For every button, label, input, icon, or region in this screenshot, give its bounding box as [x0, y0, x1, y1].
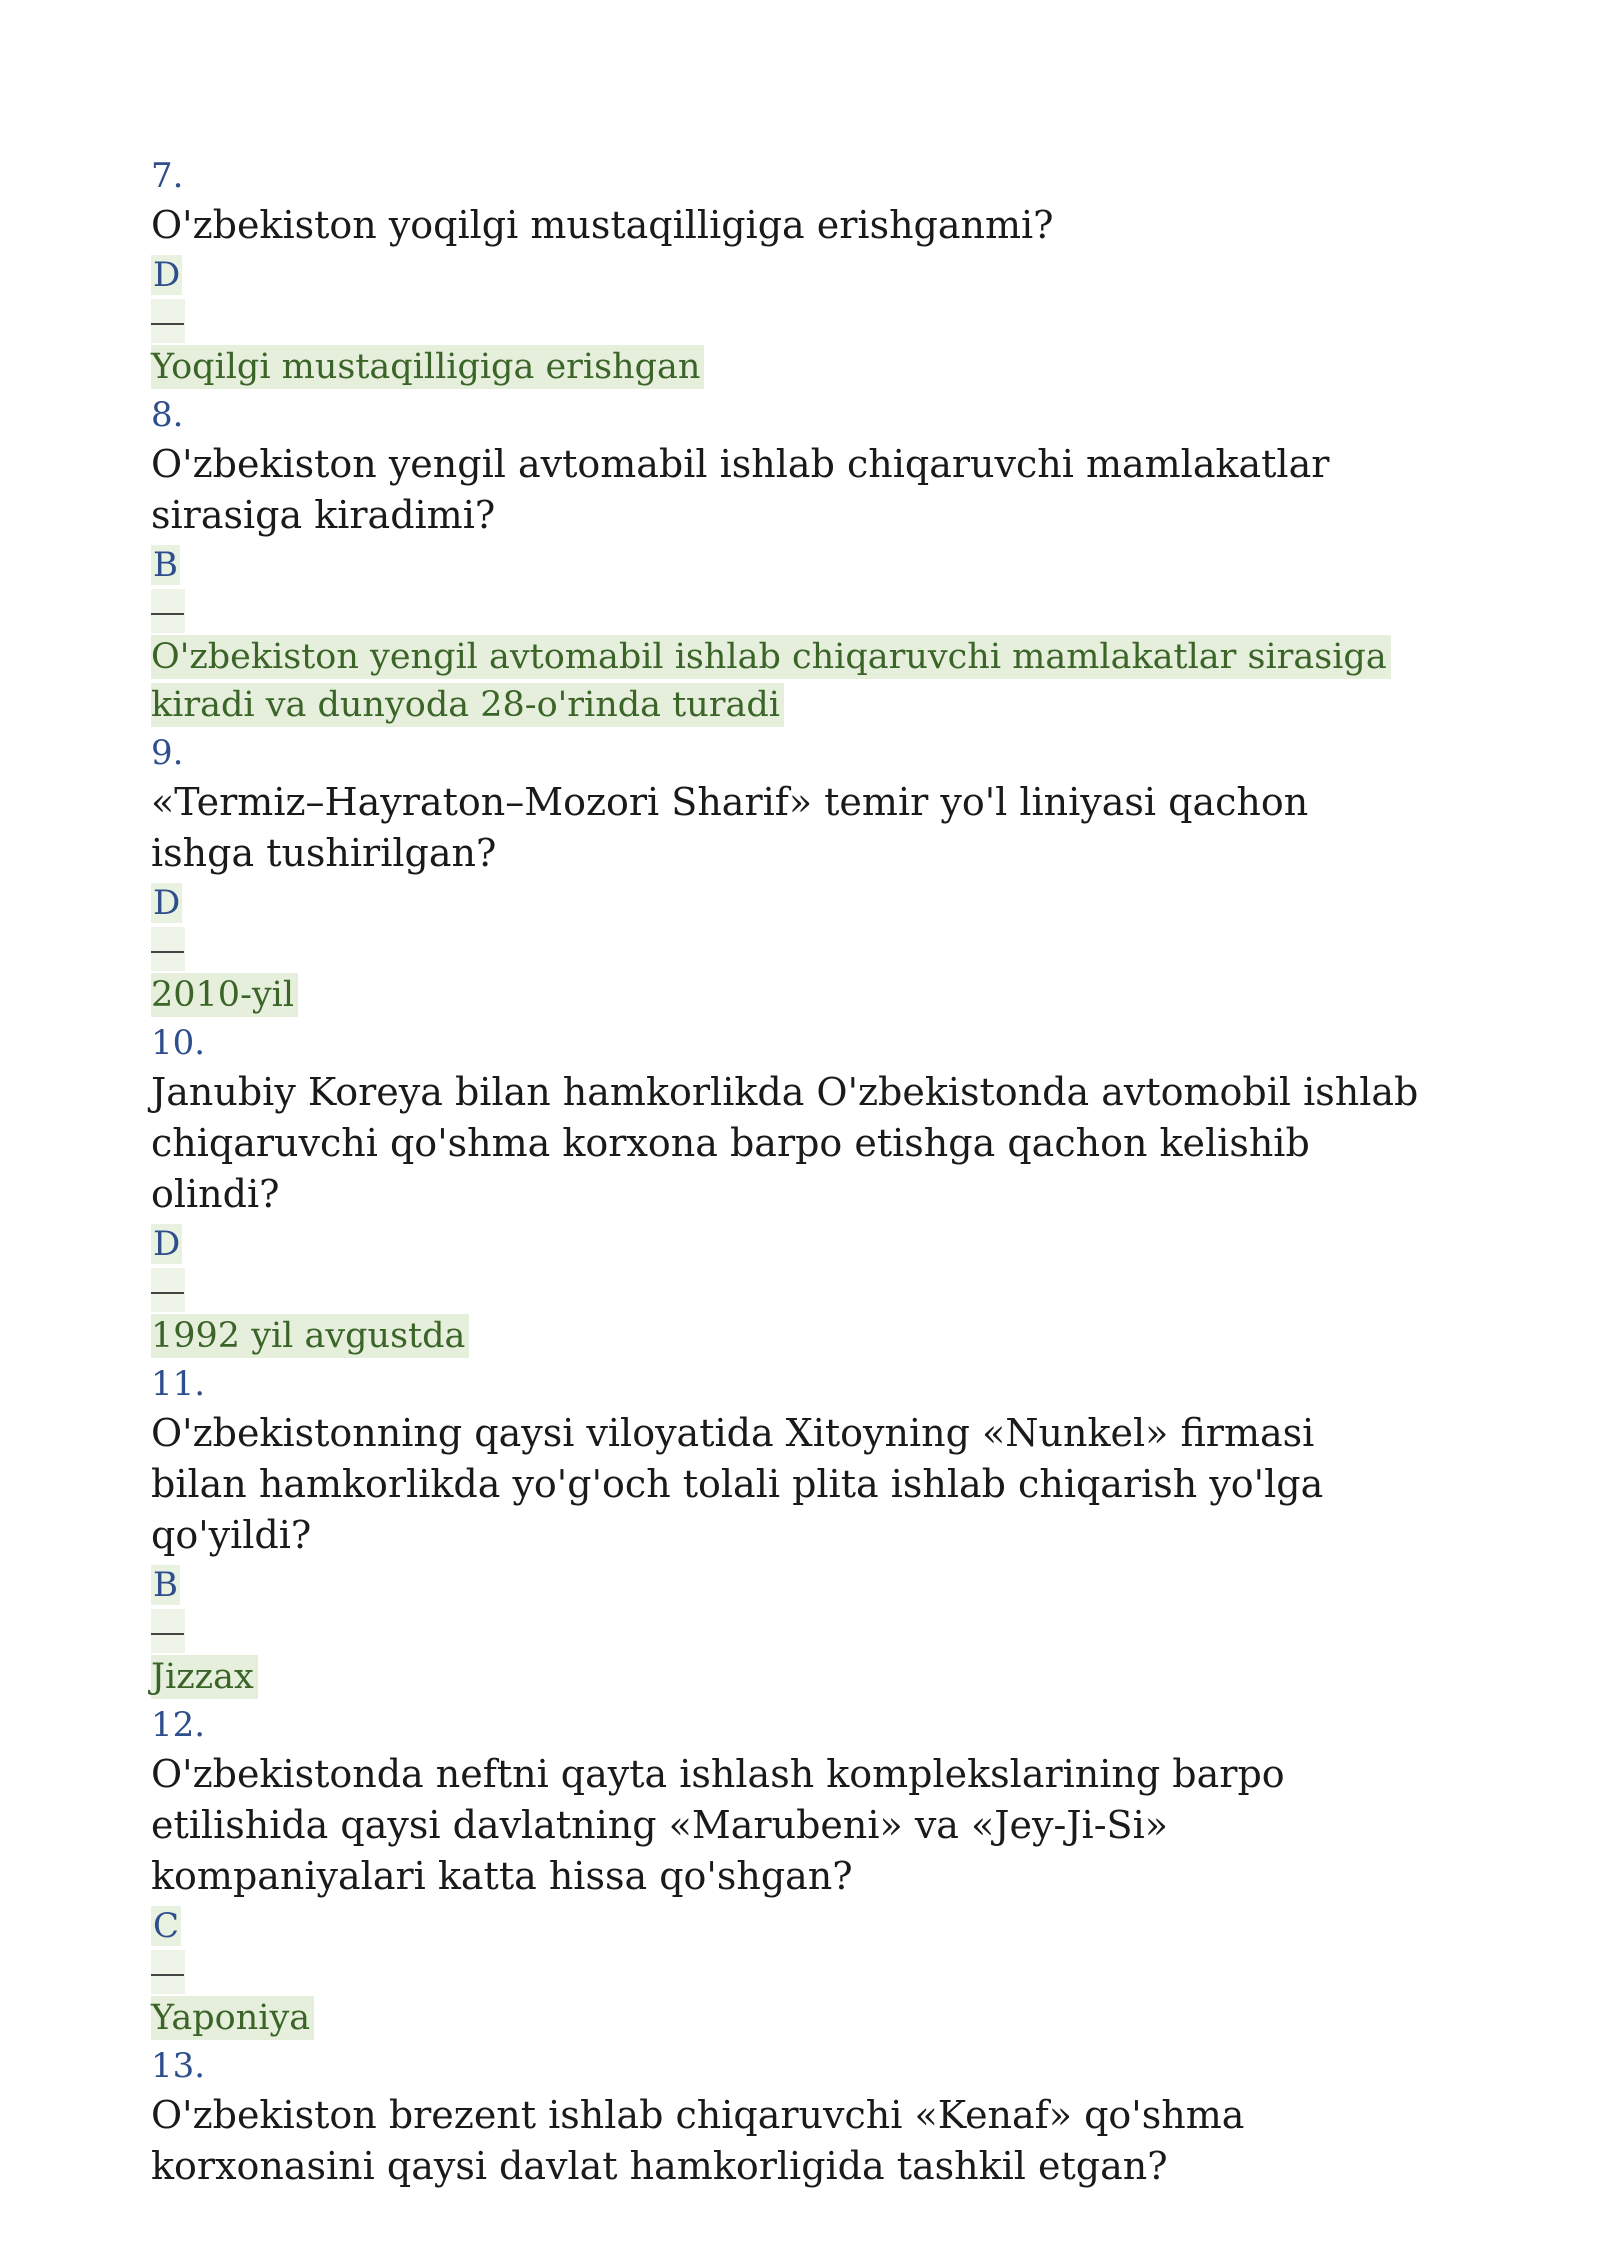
- answer-text: [151, 971, 1420, 1019]
- answer-letter-label: C: [153, 1906, 180, 1946]
- separator-line: [151, 1633, 184, 1635]
- question-text: Janubiy Koreya bilan hamkorlikda O'zbekistonda avtomobil ishlab chiqaruvchi qo'shma korxona barpo etishga qachon kelishib olindi?: [151, 1070, 1419, 1216]
- question-item-12: [151, 1701, 1420, 2042]
- answer-highlight: 2010-yil: [151, 973, 298, 1017]
- answer-letter: [151, 1220, 1420, 1268]
- answer-letter: [151, 251, 1420, 299]
- question-text: O'zbekiston brezent ishlab chiqaruvchi «Kenaf» qo'shma korxonasini qaysi davlat hamkorligida tashkil etgan?: [151, 2093, 1245, 2188]
- answer-highlight: O'zbekiston yengil avtomabil ishlab chiqaruvchi mamlakatlar sirasiga kiradi va dunyoda 28-o'rinda turadi: [151, 635, 1391, 727]
- question-text: «Termiz–Hayraton–Mozori Sharif» temir yo'l liniyasi qachon ishga tushirilgan?: [151, 780, 1309, 875]
- question-number: 11.: [151, 1364, 206, 1404]
- answer-separator: [151, 589, 1420, 633]
- question-text: O'zbekiston yoqilgi mustaqilligiga erishganmi?: [151, 203, 1054, 247]
- answer-text: [151, 1312, 1420, 1360]
- answer-letter-label: B: [153, 545, 178, 585]
- answer-letter-label: B: [153, 1565, 178, 1605]
- question-number: 9.: [151, 733, 184, 773]
- answer-highlight: 1992 yil avgustda: [151, 1314, 469, 1358]
- answer-text: [151, 343, 1420, 391]
- answer-separator: [151, 1609, 1420, 1653]
- question-text: O'zbekistonda neftni qayta ishlash komplekslarining barpo etilishida qaysi davlatning «Marubeni» va «Jey-Ji-Si» kompaniyalari katta hissa qo'shgan?: [151, 1752, 1285, 1898]
- question-text: O'zbekistonning qaysi viloyatida Xitoyning «Nunkel» firmasi bilan hamkorlikda yo'g'och tolali plita ishlab chiqarish yo'lga qo'yildi?: [151, 1411, 1324, 1557]
- answer-letter: [151, 879, 1420, 927]
- answer-separator: [151, 1268, 1420, 1312]
- question-number: 12.: [151, 1705, 206, 1745]
- question-item-13: [151, 2042, 1420, 2192]
- answer-letter: [151, 1902, 1420, 1950]
- answer-highlight: Jizzax: [151, 1655, 258, 1699]
- answer-letter: [151, 541, 1420, 589]
- answer-letter-label: D: [153, 883, 181, 923]
- answer-separator: [151, 927, 1420, 971]
- answer-letter: [151, 1561, 1420, 1609]
- answer-letter-label: D: [153, 1224, 181, 1264]
- separator-line: [151, 951, 184, 953]
- answer-letter-label: D: [153, 255, 181, 295]
- answer-text: [151, 633, 1420, 729]
- separator-line: [151, 323, 184, 325]
- answer-highlight: Yaponiya: [151, 1996, 314, 2040]
- answer-separator: [151, 299, 1420, 343]
- separator-line: [151, 1292, 184, 1294]
- answer-separator: [151, 1950, 1420, 1994]
- question-item-7: [151, 152, 1420, 391]
- question-item-10: [151, 1019, 1420, 1360]
- question-item-9: [151, 729, 1420, 1019]
- answer-text: [151, 1994, 1420, 2042]
- question-number: 8.: [151, 395, 184, 435]
- separator-line: [151, 613, 184, 615]
- question-number: 13.: [151, 2046, 206, 2086]
- answer-text: [151, 1653, 1420, 1701]
- answer-highlight: Yoqilgi mustaqilligiga erishgan: [151, 345, 704, 389]
- separator-line: [151, 1974, 184, 1976]
- question-number: 10.: [151, 1023, 206, 1063]
- question-item-11: [151, 1360, 1420, 1701]
- question-number: 7.: [151, 156, 184, 196]
- question-item-8: [151, 391, 1420, 729]
- question-text: O'zbekiston yengil avtomabil ishlab chiqaruvchi mamlakatlar sirasiga kiradimi?: [151, 442, 1330, 537]
